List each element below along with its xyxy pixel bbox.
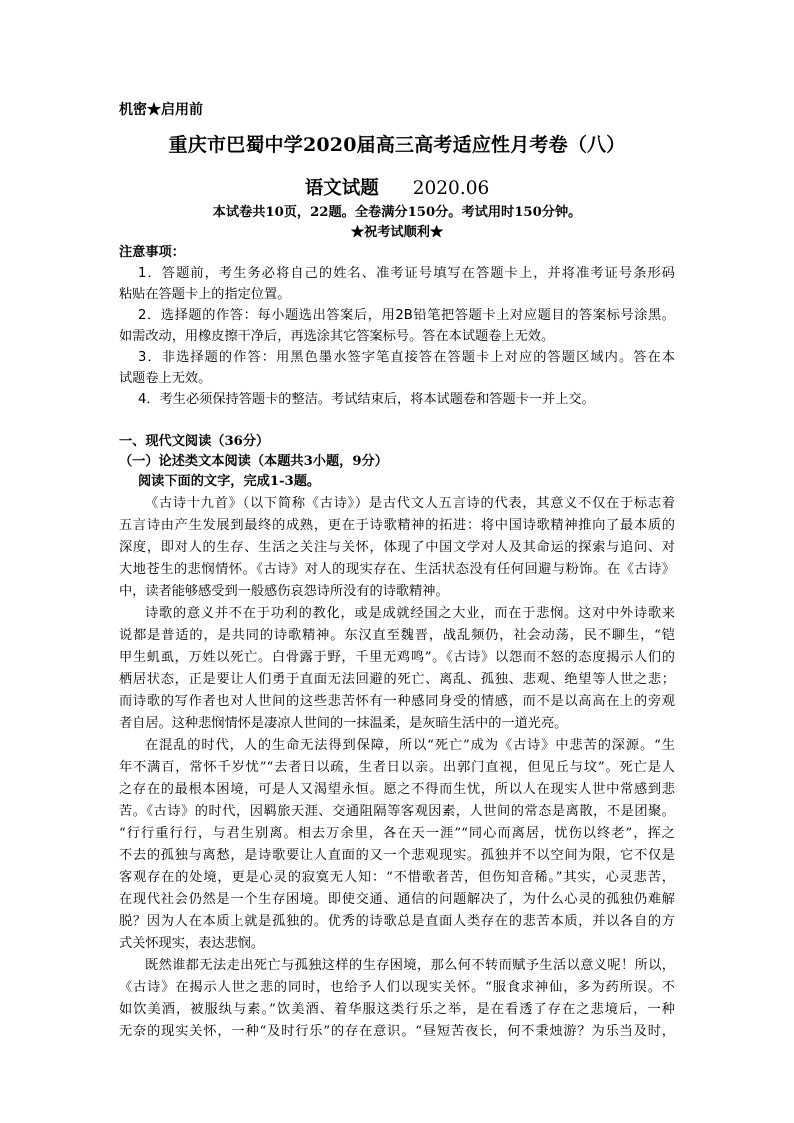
reading-instruction: 阅读下面的文字，完成1-3题。 <box>138 474 321 489</box>
exam-title: 重庆市巴蜀中学2020届高三高考适应性月考卷（八） <box>168 134 626 156</box>
confidential-mark: 机密★启用前 <box>119 102 203 118</box>
subject-name: 语文试题 <box>304 178 379 199</box>
exam-subtitle <box>119 174 675 200</box>
passage-line: 无奈的现实关怀，一种“及时行乐”的存在意识。“昼短苦夜长，何不秉烛游？为乐当及时， <box>119 1024 675 1039</box>
exam-info: 本试卷共10页，22题。全卷满分150分。考试用时150分钟。 <box>212 205 582 220</box>
note-line: 粘贴在答题卡上的指定位置。 <box>119 287 291 302</box>
passage-line: 如饮美酒，被服纨与素。”饮美酒、着华服这类行乐之举，是在看透了存在之悲境后，一种 <box>119 1002 675 1017</box>
passage-line: “行行重行行，与君生别离。相去万余里，各在天一涯”“同心而离居，忧伤以终老”，挥之 <box>119 826 675 841</box>
passage-line: 在混乱的时代，人的生命无法得到保障，所以“死亡”成为《古诗》中悲苦的深源。“生 <box>145 738 675 753</box>
passage-line: 甲生虮虱，万姓以死亡。白骨露于野，千里无鸡鸣”。《古诗》以怨而不怒的态度揭示人们的 <box>119 650 675 665</box>
passage-line: 说都是普适的，是共同的诗歌精神。东汉直至魏晋，战乱频仍，社会动荡，民不聊生，“铠 <box>119 628 675 643</box>
section-heading: 一、现代文阅读（36分） <box>119 434 270 449</box>
note-line: 1．答题前，考生务必将自己的姓名、准考证号填写在答题卡上，并将准考证号条形码 <box>138 266 675 281</box>
passage-line: 中，读者能够感受到一般感伤哀怨诗所没有的诗歌精神。 <box>119 584 449 599</box>
passage-line: 苦。《古诗》的时代，因羁旅天涯、交通阻隔等客观因素，人世间的常态是离散，不是团聚。 <box>119 804 675 819</box>
passage-line: 式关怀现实，表达悲悯。 <box>119 936 265 951</box>
passage-line: 栖居状态，正是要让人们勇于直面无法回避的死亡、离乱、孤独、悲观、绝望等人世之悲； <box>119 672 675 687</box>
passage-line: 诗歌的意义并不在于功利的教化，或是成就经国之大业，而在于悲悯。这对中外诗歌来 <box>145 606 675 621</box>
passage-line: 不去的孤独与离愁，是诗歌要让人直面的又一个悲观现实。孤独并不以空间为限，它不仅是 <box>119 848 675 863</box>
passage-line: 之存在的最根本困境，可是人又渴望永恒。愿之不得而生忧，所以人在现实人世中常感到悲 <box>119 782 675 797</box>
note-line: 2．选择题的作答：每小题选出答案后，用2B铅笔把答题卡上对应题目的答案标号涂黑。 <box>138 308 675 323</box>
passage-line: 既然谁都无法走出死亡与孤独这样的生存困境，那么何不转而赋予生活以意义呢！所以， <box>145 958 675 973</box>
note-line: 如需改动，用橡皮擦干净后，再选涂其它答案标号。答在本试题卷上无效。 <box>119 329 555 344</box>
note-line: 试题卷上无效。 <box>119 371 212 386</box>
passage-line: 深度，即对人的生存、生活之关注与关怀，体现了中国文学对人及其命运的探索与追问、对 <box>119 540 675 555</box>
passage-line: 脱？因为人在本质上就是孤独的。优秀的诗歌总是直面人类存在的悲苦本质，并以各自的方 <box>119 914 675 929</box>
good-luck-wish: ★祝考试顺利★ <box>350 225 444 240</box>
note-line: 4．考生必须保持答题卡的整洁。考试结束后，将本试题卷和答题卡一并上交。 <box>138 392 595 407</box>
passage-line: 者自居。这种悲悯情怀是凄凉人世间的一抹温柔，是灰暗生活中的一道光亮。 <box>119 716 568 731</box>
passage-line: 在现代社会仍然是一个生存困境。即使交通、通信的问题解决了，为什么心灵的孤独仍难解 <box>119 892 675 907</box>
passage-line: 《古诗》在揭示人世之悲的同时，也给予人们以现实关怀。“服食求神仙，多为药所误。不 <box>119 980 675 995</box>
part-heading: （一）论述类文本阅读（本题共3小题，9分） <box>119 454 388 469</box>
notes-heading: 注意事项： <box>119 245 185 260</box>
exam-date: 2020.06 <box>412 178 490 199</box>
passage-line: 年不满百，常怀千岁忧”“去者日以疏，生者日以亲。出郭门直视，但见丘与坟”。死亡是人 <box>119 760 675 775</box>
passage-line: 客观存在的处境，更是心灵的寂寞无人知：“不惜歌者苦，但伤知音稀。”其实，心灵悲苦， <box>119 870 675 885</box>
passage-line: 五言诗由产生发展到最终的成熟，更在于诗歌精神的拓进：将中国诗歌精神推向了最本质的 <box>119 518 675 533</box>
passage-line: 《古诗十九首》（以下简称《古诗》）是古代文人五言诗的代表，其意义不仅在于标志着 <box>145 496 675 511</box>
passage-line: 大地苍生的悲悯情怀。《古诗》对人的现实存在、生活状态没有任何回避与粉饰。在《古诗》 <box>119 562 675 577</box>
passage-line: 而诗歌的写作者也对人世间的这些悲苦怀有一种感同身受的情感，而不是以高高在上的旁观 <box>119 694 675 709</box>
note-line: 3．非选择题的作答：用黑色墨水签字笔直接答在答题卡上对应的答题区域内。答在本 <box>138 350 675 365</box>
